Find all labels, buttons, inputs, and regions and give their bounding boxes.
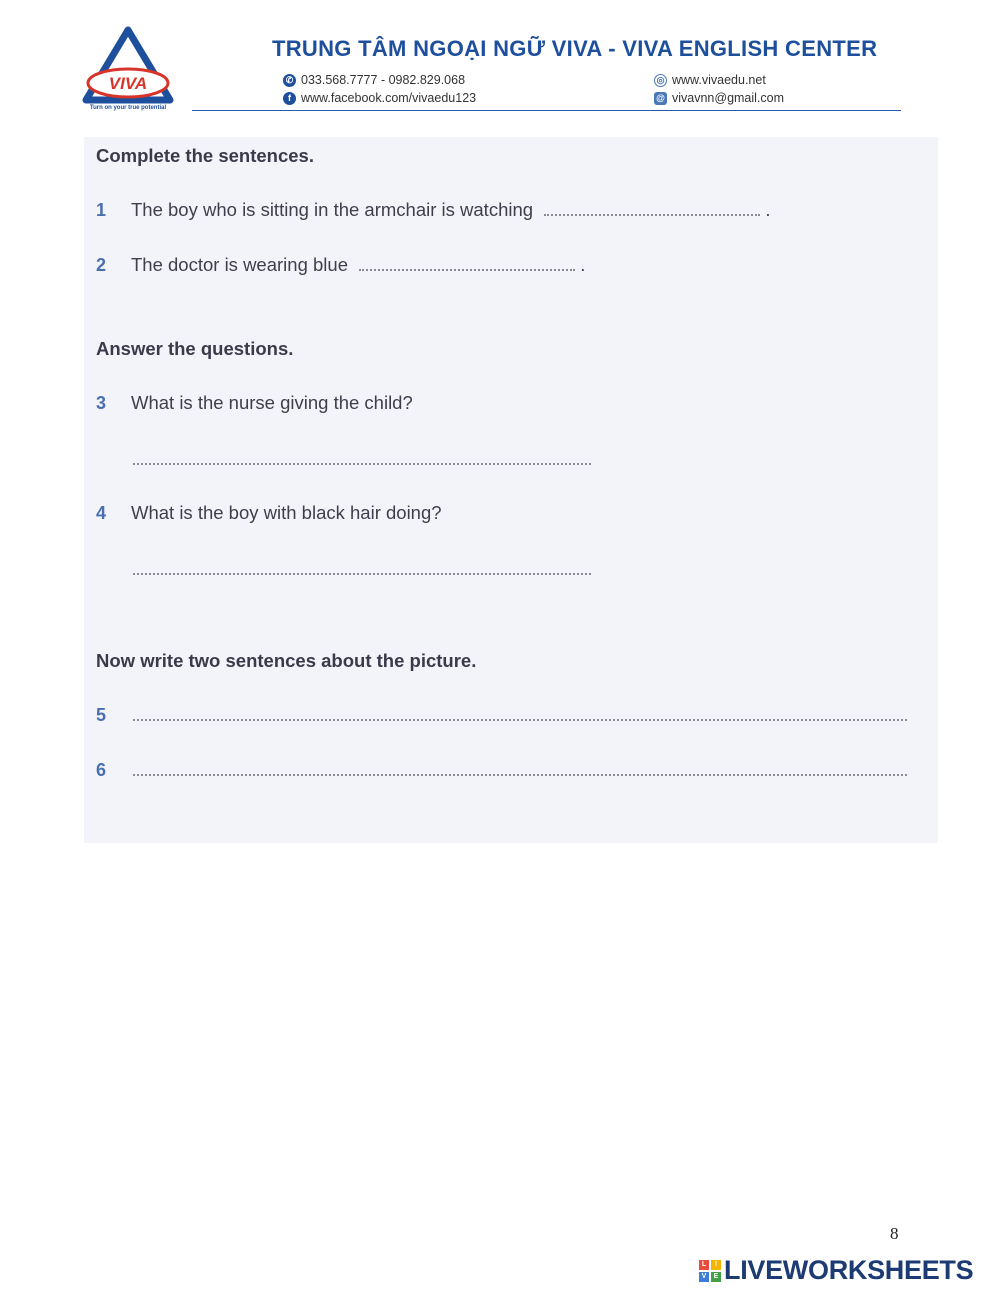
sentence-1-end: . [765,199,771,220]
item-number-5: 5 [96,705,107,725]
logo-tagline: Turn on your true potential [89,105,167,111]
viva-logo [82,26,174,112]
question-3: What is the nurse giving the child? [131,392,413,413]
item-number-6: 6 [96,760,107,780]
sentence-2-end: . [580,254,586,275]
facebook-contact[interactable] [283,91,476,105]
sentence-1 [131,199,770,221]
item-number-1: 1 [96,200,107,220]
website-contact[interactable] [654,73,766,87]
header-divider [192,110,901,111]
logo-wordmark: VIVA [108,74,148,93]
answer-line-6[interactable] [133,774,907,776]
facebook-text[interactable]: www.facebook.com/vivaedu123 [301,91,477,105]
email-icon: @ [654,92,667,105]
answer-blank-1[interactable] [544,213,760,216]
liveworksheets-icon: L I V E [699,1260,721,1282]
item-number-4: 4 [96,503,107,523]
phone-text: 033.568.7777 - 0982.829.068 [301,73,466,87]
liveworksheets-brand [699,1255,973,1286]
heading-write: Now write two sentences about the picture. [96,650,477,671]
globe-icon: ◎ [654,74,667,87]
worksheet-panel [84,137,938,843]
item-number-2: 2 [96,255,107,275]
heading-answer: Answer the questions. [96,338,294,359]
sentence-2-text: The doctor is wearing blue [131,254,348,275]
heading-complete: Complete the sentences. [96,145,314,166]
website-text[interactable]: www.vivaedu.net [672,73,766,87]
center-title: TRUNG TÂM NGOẠI NGỮ VIVA - VIVA ENGLISH CENTER [272,36,878,61]
phone-contact [283,73,465,87]
answer-line-5[interactable] [133,719,907,721]
answer-blank-2[interactable] [359,268,575,271]
email-text[interactable]: vivavnn@gmail.com [672,91,785,105]
answer-line-4[interactable] [133,573,591,575]
facebook-icon: f [283,92,296,105]
liveworksheets-wordmark: LIVEWORKSHEETS [724,1255,974,1285]
page-number: 8 [890,1224,899,1243]
email-contact[interactable] [654,91,784,105]
sentence-1-text: The boy who is sitting in the armchair is watching [131,199,534,220]
phone-icon: ✆ [283,74,296,87]
sentence-2 [131,254,585,276]
item-number-3: 3 [96,393,107,413]
answer-line-3[interactable] [133,463,591,465]
question-4: What is the boy with black hair doing? [131,502,442,523]
